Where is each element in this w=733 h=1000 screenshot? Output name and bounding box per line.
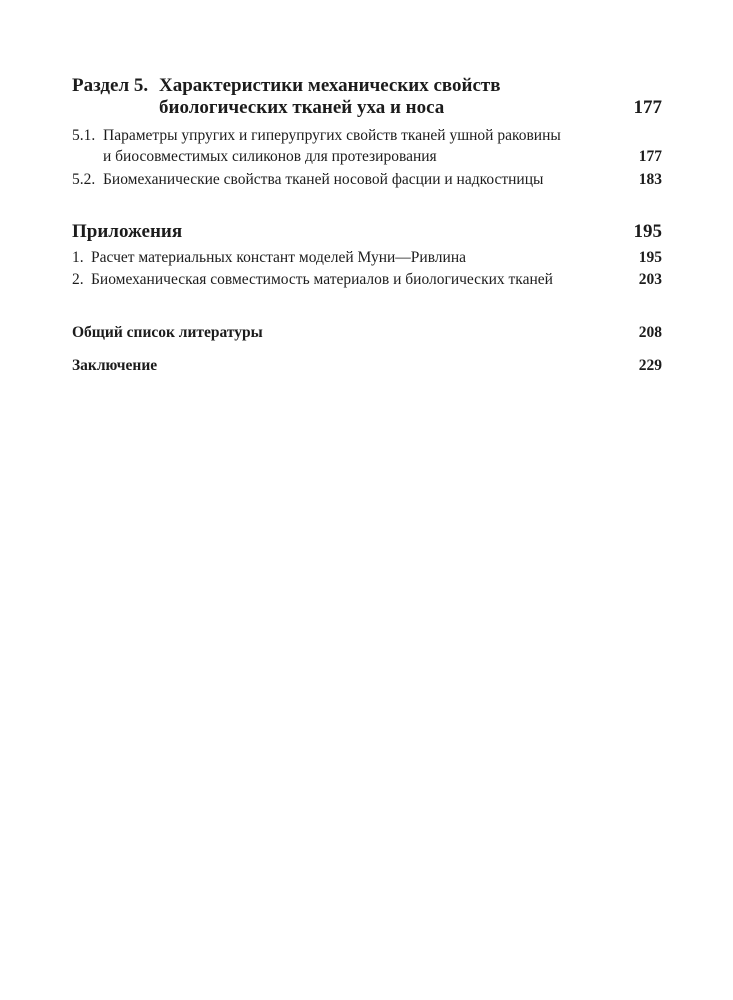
toc-appendix[interactable] — [72, 221, 662, 243]
conclusion-page-number: 229 — [638, 357, 662, 374]
references-title: Общий список литературы — [72, 324, 263, 341]
item-page-number: 177 — [638, 148, 662, 165]
section-page-number: 177 — [633, 97, 662, 118]
item-text-line1: Параметры упругих и гиперупругих свойств тканей ушной раковины — [103, 127, 561, 144]
item-number: 2. — [72, 271, 84, 288]
item-text: Расчет материальных констант моделей Муни—Ривлина — [91, 249, 467, 266]
conclusion-title: Заключение — [72, 357, 158, 374]
toc-appendix-item-2[interactable] — [72, 269, 662, 291]
toc-references[interactable] — [72, 322, 662, 344]
item-number: 5.2. — [72, 171, 96, 188]
item-text: Биомеханическая совместимость материалов и биологических тканей — [91, 271, 553, 288]
references-page-number: 208 — [638, 324, 662, 341]
item-text-line1: Биомеханические свойства тканей носовой фасции и надкостницы — [103, 171, 544, 188]
item-text-line2: и биосовместимых силиконов для протезирования — [103, 148, 437, 165]
item-page-number: 183 — [638, 171, 662, 188]
table-of-contents — [72, 72, 662, 377]
appendix-title: Приложения — [72, 221, 183, 242]
appendix-page-number: 195 — [633, 221, 662, 242]
toc-item-5-1[interactable] — [72, 125, 662, 167]
item-number: 5.1. — [72, 127, 96, 144]
toc-section-5[interactable] — [72, 75, 662, 119]
toc-item-5-2[interactable] — [72, 169, 662, 190]
toc-conclusion[interactable] — [72, 355, 662, 377]
section-title-line1 — [72, 75, 662, 97]
item-page-number: 203 — [638, 271, 662, 288]
section-title-text1: Характеристики механических свойств — [159, 75, 501, 96]
item-page-number: 195 — [638, 249, 662, 266]
toc-appendix-item-1[interactable] — [72, 247, 662, 269]
section-prefix: Раздел 5. — [72, 75, 149, 96]
item-number: 1. — [72, 249, 84, 266]
section-title-line2: биологических тканей уха и носа — [159, 97, 445, 118]
